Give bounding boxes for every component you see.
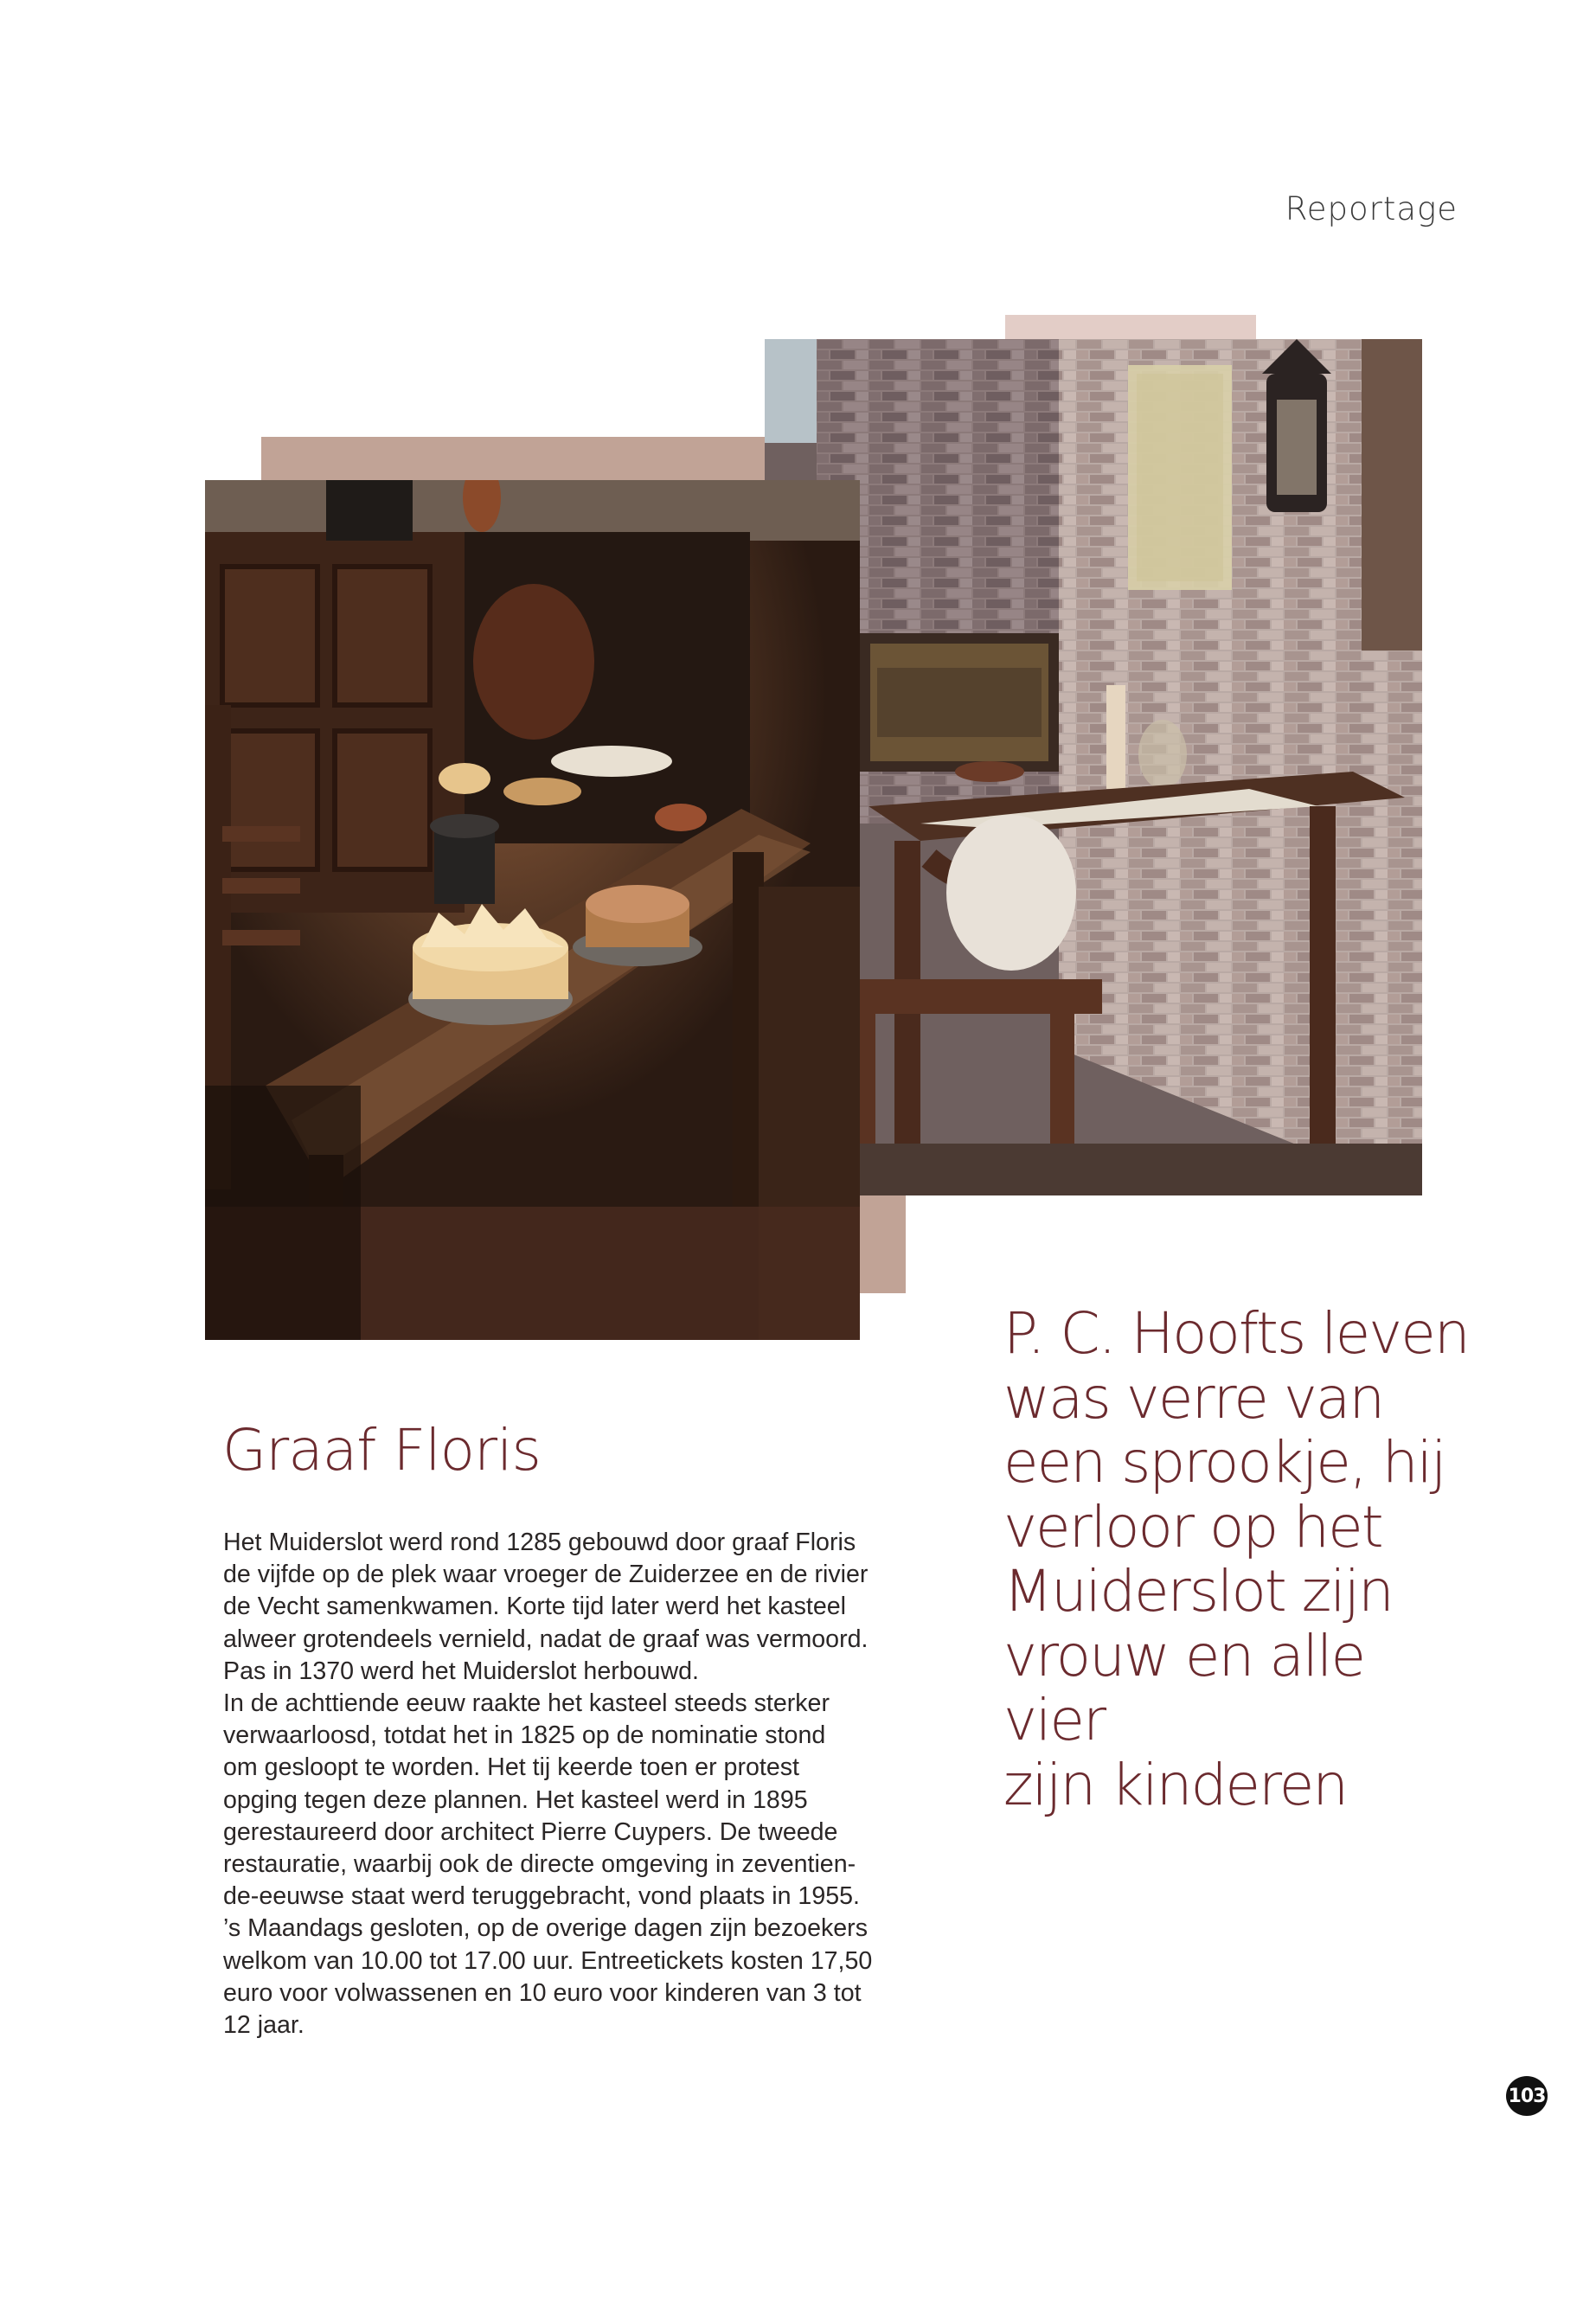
photo-castle-dining-table [205, 480, 860, 1340]
article-heading: Graaf Floris [222, 1417, 541, 1484]
page-number-badge: 103 [1506, 2076, 1548, 2116]
pull-quote: P. C. Hoofts leven was verre van een sprookje, hij verloor op het Muiderslot zijn vrouw en alle vier zijn kinderen [1003, 1300, 1469, 1818]
article-body: Het Muiderslot werd rond 1285 gebouwd door graaf Floris de vijfde op de plek waar vroeger de Zuiderzee en de rivier de Vecht samenkwamen. Korte tijd later werd het kasteel alweer grotendeels vernield, nadat de graaf was vermoord. Pas in 1370 werd het Muiderslot herbouwd. In de achttiende eeuw raakte het kasteel steeds sterker verwaarloosd, totdat het in 1825 op de nominatie stond om gesloopt te worden. Het tij keerde toen er protest opging tegen deze plannen. Het kasteel werd in 1895 gerestaureerd door architect Pierre Cuypers. De tweede restauratie, waarbij ook de directe omgeving in zeventien- de-eeuwse staat werd teruggebracht, vond plaats in 1955. ’s Maandags gesloten, op de overige dagen zijn bezoekers welkom van 10.00 tot 17.00 uur. Entreetickets kosten 17,50 euro voor volwassenen en 10 euro voor kinderen van 3 tot 12 jaar. [223, 1529, 873, 2040]
section-label: Reportage [1285, 190, 1458, 228]
photo-castle-study-corner [765, 339, 1422, 1195]
